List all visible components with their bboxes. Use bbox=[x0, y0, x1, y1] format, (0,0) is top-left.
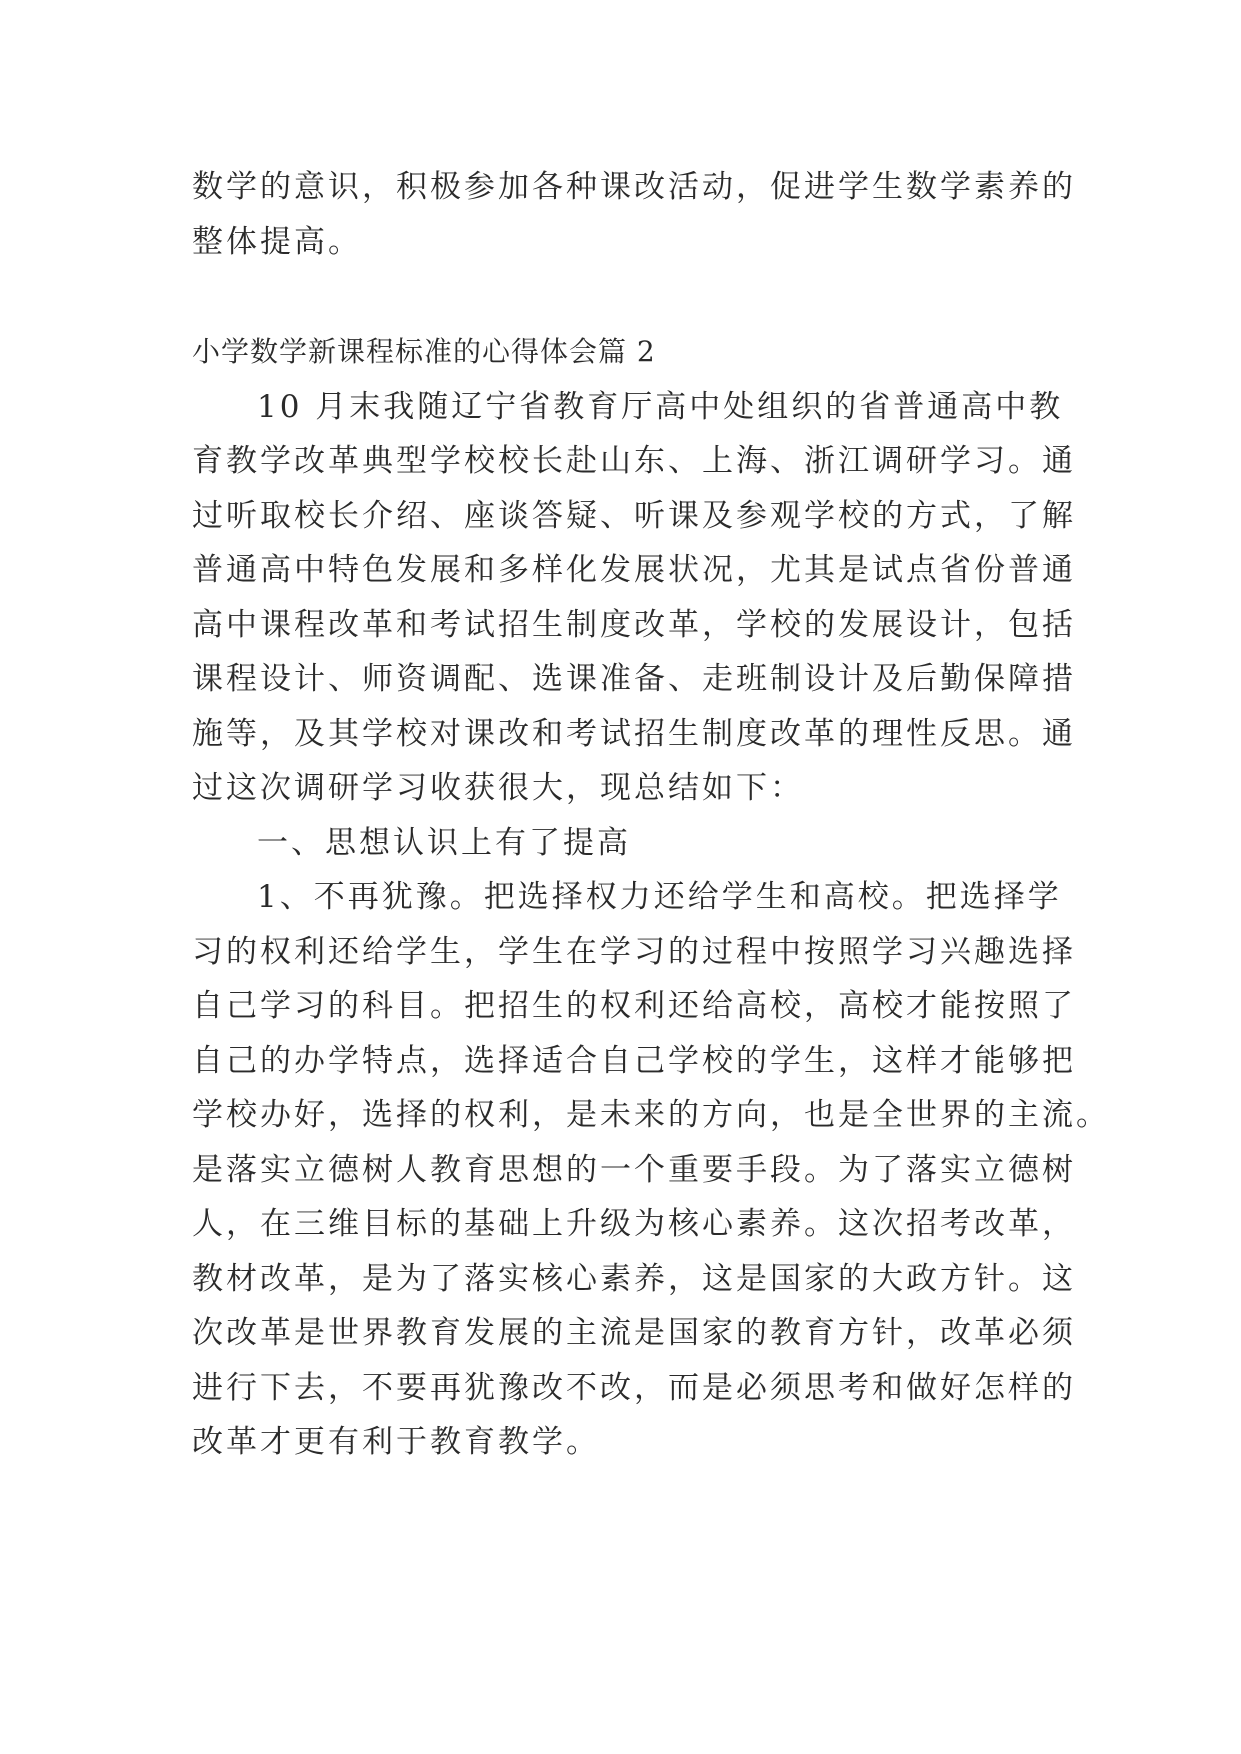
text-line: 次改革是世界教育发展的主流是国家的教育方针，改革必须 bbox=[192, 1315, 1076, 1351]
text-line: 自己学习的科目。把招生的权利还给高校，高校才能按照了 bbox=[192, 988, 1076, 1024]
text-line: 进行下去，不要再犹豫改不改，而是必须思考和做好怎样的 bbox=[192, 1369, 1076, 1406]
section-title: 小学数学新课程标准的心得体会篇 2 bbox=[192, 335, 656, 368]
text-line: 学校办好，选择的权利，是未来的方向，也是全世界的主流。 bbox=[192, 1097, 1110, 1133]
text-line: 人，在三维目标的基础上升级为核心素养。这次招考改革， bbox=[192, 1206, 1076, 1242]
text-line: 改革才更有利于教育教学。 bbox=[192, 1424, 600, 1460]
text-line: 10 月末我随辽宁省教育厅高中处组织的省普通高中教 bbox=[257, 388, 1064, 425]
text-line: 教材改革，是为了落实核心素养，这是国家的大政方针。这 bbox=[192, 1260, 1076, 1297]
text-line: 育教学改革典型学校校长赴山东、上海、浙江调研学习。通 bbox=[192, 443, 1076, 479]
text-line: 高中课程改革和考试招生制度改革，学校的发展设计，包括 bbox=[192, 606, 1076, 643]
text-line: 是落实立德树人教育思想的一个重要手段。为了落实立德树 bbox=[192, 1151, 1076, 1188]
text-line: 数学的意识，积极参加各种课改活动，促进学生数学素养的 bbox=[192, 169, 1076, 205]
text-line: 整体提高。 bbox=[192, 223, 362, 260]
text-line: 自己的办学特点，选择适合自己学校的学生，这样才能够把 bbox=[192, 1042, 1076, 1079]
text-line: 过听取校长介绍、座谈答疑、听课及参观学校的方式，了解 bbox=[192, 497, 1076, 534]
text-line: 习的权利还给学生，学生在学习的过程中按照学习兴趣选择 bbox=[192, 933, 1076, 970]
top-paragraph bbox=[192, 160, 1076, 269]
text-line: 课程设计、师资调配、选课准备、走班制设计及后勤保障措 bbox=[192, 661, 1076, 697]
subheading: 一、思想认识上有了提高 bbox=[257, 824, 631, 861]
paragraph-1 bbox=[192, 380, 1076, 816]
text-line: 施等，及其学校对课改和考试招生制度改革的理性反思。通 bbox=[192, 715, 1076, 752]
text-line: 普通高中特色发展和多样化发展状况，尤其是试点省份普通 bbox=[192, 552, 1076, 588]
paragraph-2 bbox=[192, 870, 1110, 1470]
text-line: 过这次调研学习收获很大，现总结如下： bbox=[192, 770, 804, 806]
document-page bbox=[192, 160, 1110, 1470]
text-line: 1、不再犹豫。把选择权力还给学生和高校。把选择学 bbox=[257, 879, 1062, 915]
paragraph-gap bbox=[192, 269, 1052, 325]
